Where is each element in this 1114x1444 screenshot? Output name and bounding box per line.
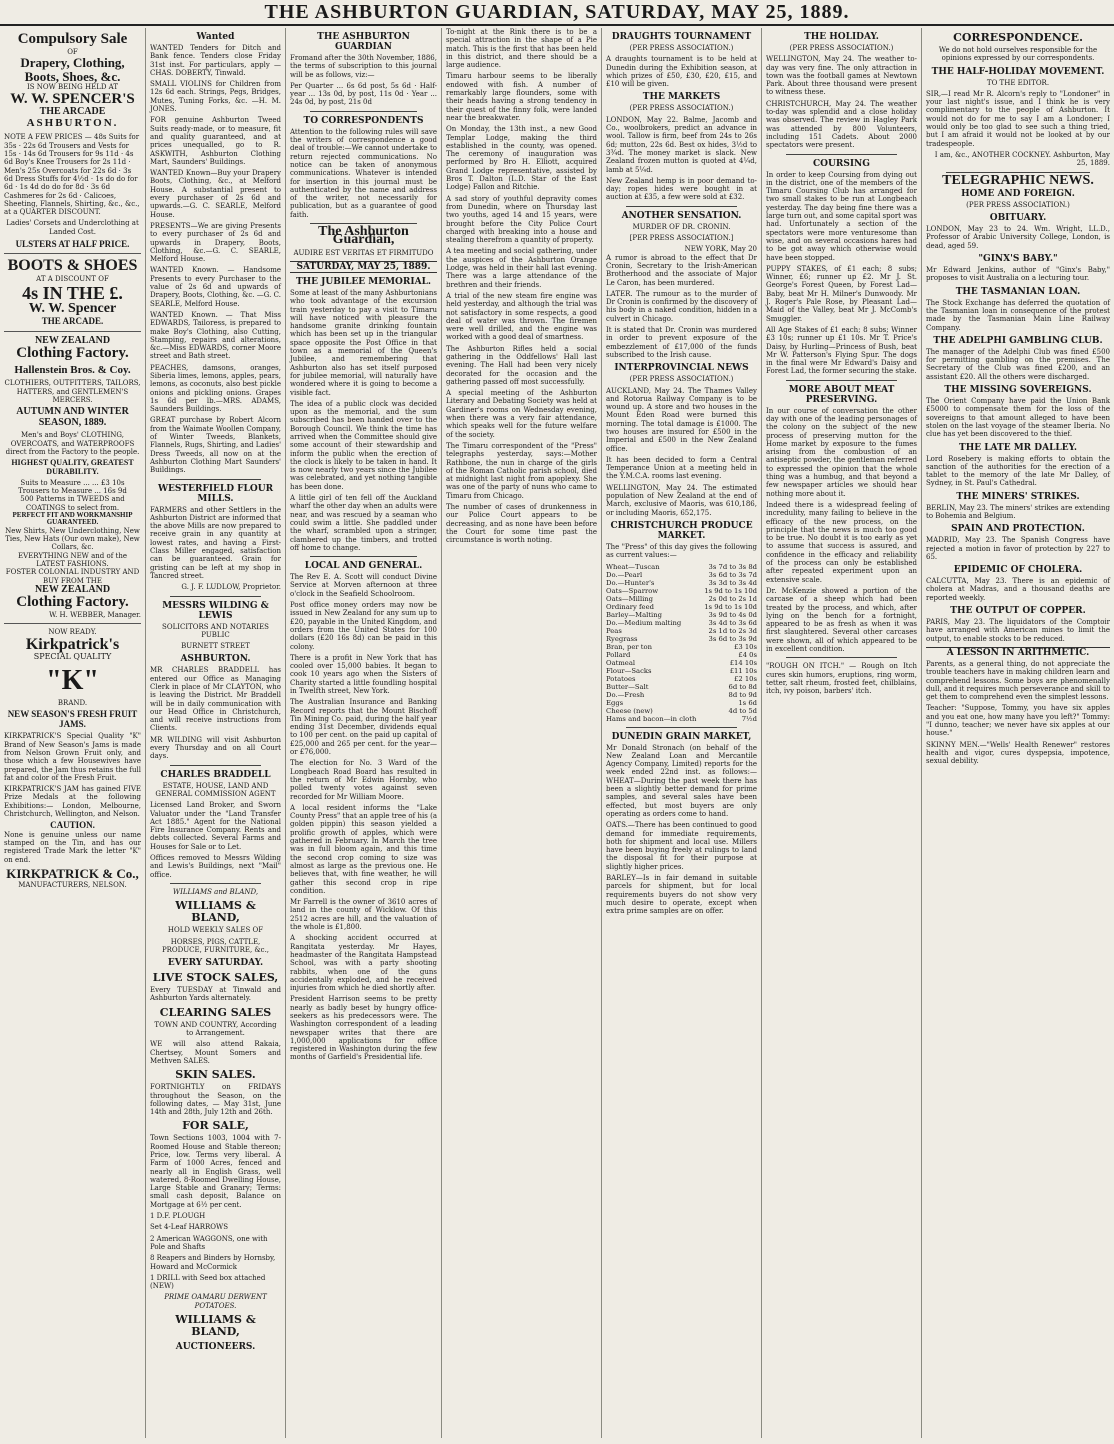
- produce-price: £11 10s: [729, 666, 757, 675]
- boots-ad: [4, 254, 141, 331]
- ad-special: SPECIAL QUALITY: [33, 652, 112, 662]
- wanted-notice: PRESENTS—We are giving Presents to every purchaser of 2s 6d and upwards in Drapery, Boots, Clothing, &c.—G. C. SEARLE, Melford House.: [150, 221, 281, 264]
- spain-heading: SPAIN AND PROTECTION.: [951, 524, 1085, 535]
- wanted-notice: WANTED Known—Buy your Drapery Boots, Clothing, &c., at Melford House. A substantial present to every purchaser of 2s 6d and upwards.—G. C. SEARLE, Melford House.: [150, 169, 281, 219]
- local-heading: LOCAL AND GENERAL.: [304, 561, 423, 572]
- interprovincial-heading: INTERPROVINCIAL NEWS: [614, 363, 749, 374]
- produce-price: £2 10s: [734, 674, 757, 683]
- interprovincial-text: AUCKLAND, May 24. The Thames Valley and Rotorua Railway Company is to be wound up. A store and two houses in the Mount Eden Road were burned this morning. The total damage is £1000. The two houses are insured for £500 in the Imperial and £500 in the New Zealand office.: [606, 386, 757, 453]
- markets-heading: THE MARKETS: [642, 92, 721, 103]
- ad-being: IS NOW BEING HELD AT: [26, 83, 119, 92]
- ad-factory: Clothing Factory.: [16, 345, 129, 362]
- law-text: MR CHARLES BRADDELL has entered our Office as Managing Clerk in place of Mr CLAYTON, who is leaving the District. Mr Braddell will be in daily communication with our Head Office in Christchurch, and will receive instructions from Clients.: [150, 666, 281, 733]
- markets-assoc: (PER PRESS ASSOCIATION.): [629, 104, 734, 113]
- ad-heading: BOOTS & SHOES: [7, 257, 138, 275]
- list-item: Set 4-Leaf HARROWS: [150, 1223, 229, 1232]
- table-row: [606, 675, 757, 683]
- coursing-heading: COURSING: [813, 158, 870, 169]
- produce-price: 1s 9d to 1s 10d: [704, 586, 757, 595]
- ad-text: KIRKPATRICK'S Special Quality "K" Brand of New Season's Jams is made from Nelson Grown Fruit only, and those which a few Housewives have prepared, the Jam thus retains the full fat and color of the Fresh Fruit.: [4, 732, 141, 782]
- produce-item: Hams and bacon—in cloth: [606, 714, 697, 723]
- produce-item: Do.—Hunter's: [606, 578, 655, 587]
- lesson-text: Parents, as a general thing, do not appreciate the trouble teachers have in making children learn and comprehend lessons. Some boys are phenomenally dull, and it requires much perseverance and skill to get them to comprehend even the simplest lessons.: [926, 659, 1110, 702]
- correspondence-note: We do not hold ourselves responsible for the opinions expressed by our correspondents.: [938, 46, 1098, 63]
- ad-nz: NEW ZEALAND: [34, 334, 111, 346]
- produce-item: Butter—Salt: [606, 682, 649, 691]
- ad-shop: W. W. SPENCER'S: [10, 90, 135, 107]
- to-editor: TO THE EDITOR.: [986, 78, 1050, 87]
- grain-text: Mr Donald Stronach (on behalf of the New Zealand Loan and Mercantile Agency Company, Limited) reports for the week ended 22nd inst. as follows:— WHEAT—During the past week there has been a slightly better demand for prime samples, and several sales have been effected, but most buyers are only operating as orders come to hand.: [606, 743, 757, 818]
- editorial-paragraph: A little girl of ten fell off the Auckland wharf the other day when an adults were near, and was rescued by a seaman who could swim a little. She paddled under the wharf, scrambled upon a stringer, clambered up the timbers, and trotted off home to change.: [290, 494, 437, 552]
- draughts-text: A draughts tournament is to be held at Dunedin during the Exhibition season, at which prizes of £50, £30, £20, £15, and £10 will be given.: [606, 55, 757, 89]
- coursing-text: PUPPY STAKES, of £1 each; 8 subs; Winner, £6; runner up £2. Mr J. St. George's Forest Queen, by Forest Lad—Baby, beat Mr H. Milner's Dunwoody. Mr J. Roger's Pale Rose, by Pleasant Lad—Maid of the Valley, beat Mr J. McComb's Smuggler.: [766, 264, 917, 323]
- lesson-heading: A LESSON IN ARITHMETIC.: [926, 647, 1110, 658]
- sensation-text: LATER. The rumour as to the murder of Dr Cronin is confirmed by the discovery of his body in a naked condition, hidden in a culvert in Chicago.: [606, 289, 758, 323]
- ad-brand: BRAND.: [57, 699, 88, 708]
- ad-rate: 4s IN THE £.: [22, 282, 123, 303]
- mills-heading: WESTERFIELD FLOUR MILLS.: [157, 483, 274, 504]
- local-paragraph: The Australian Insurance and Banking Record reports that the Mount Bischoff Tin Mining Co. paid, during the half year ending 31st December, dividends equal to 100 per cent. on the paid up capital of £25,000 and 265 per cent. for the year—or £76,000.: [290, 698, 437, 757]
- ad-trousers: Trousers to Measure ... 16s 9d: [18, 487, 127, 496]
- ad-arcade: THE ARCADE.: [41, 316, 104, 327]
- masthead: [0, 0, 1114, 26]
- wb-every: EVERY SATURDAY.: [167, 958, 264, 969]
- ad-prices: NOTE A FEW PRICES — 48s Suits for 35s · 22s 6d Trousers and Vests for 15s · 14s 6d Trousers for 9s 11d · 4s 6d Boy's Knee Trousers for 2s 11d · Men's 25s Overcoats for 22s 6d · 3s 6d Dress Stuffs for 4½d · 1s do do for 6d · 1s 4d do do for 8d · 3s 6d Cashmeres for 2s 6d · Calicoes, Sheeting, Flannels, Shirting, &c., &c., at a QUARTER DISCOUNT.: [4, 133, 140, 217]
- produce-item: Potatoes: [606, 674, 636, 683]
- ad-season: AUTUMN AND WINTER SEASON, 1889.: [16, 406, 129, 428]
- wb-items: [150, 1212, 281, 1290]
- letter-sign: I am, &c., ANOTHER COCKNEY. Ashburton, May 25, 1889.: [934, 150, 1110, 168]
- list-item: 1 D.F. PLOUGH: [150, 1212, 206, 1221]
- law-town: ASHBURTON.: [180, 654, 251, 665]
- table-row: [606, 659, 757, 667]
- produce-price: 3s 6d to 3s 9d: [708, 634, 757, 643]
- produce-price: 3s 3d to 3s 4d: [708, 578, 757, 587]
- divider: [170, 596, 261, 597]
- lesson-text: Teacher: "Suppose, Tommy, you have six apples and you eat one, how many have you left?" Tommy: "I dunno, teacher; we never have six apples at our house.": [926, 704, 1110, 738]
- news-paragraph: The Ashburton Rifles held a social gathering in the Oddfellows' Hall last evening. The Hall had been very nicely decorated for the occasion and the gathering passed off most successfully.: [446, 344, 597, 386]
- sensation-assoc: [PER PRESS ASSOCIATION.]: [629, 234, 734, 243]
- clothing-factory-ad: [4, 332, 141, 625]
- interprovincial-text: It has been decided to form a Central Temperance Union at a meeting held in the Y.M.C.A. rooms last evening.: [606, 455, 757, 481]
- divider: [786, 154, 897, 155]
- interprovincial-assoc: (PER PRESS ASSOCIATION.): [629, 375, 734, 384]
- produce-item: Ryegrass: [606, 634, 638, 643]
- ad-nz2: NEW ZEALAND: [34, 583, 111, 595]
- wb-rakaia: WE will also attend Rakaia, Chertsey, Mount Somers and Methven SALES.: [150, 1040, 281, 1065]
- wb-script: WILLIAMS and BLAND,: [172, 887, 259, 896]
- wb-hold: HOLD WEEKLY SALES OF: [167, 926, 264, 935]
- ad-name: W. W. Spencer: [28, 301, 117, 317]
- sensation-dateline: NEW YORK, May 20: [684, 245, 757, 254]
- ad-arcade: THE ARCADE: [39, 106, 106, 118]
- editorial-paragraph: Some at least of the many Ashburtonians who took advantage of the excursion train yesterday to pay a visit to Timaru will have noticed with pleasure the handsome granite drinking fountain which has been set up in the triangular space opposite the Post Office in that town as a memorial of the Queen's Jubilee, and remembering that Ashburton also has set itself purposed for jubilee memorial, will naturally have wondered where it is going to become a visible fact.: [290, 288, 437, 397]
- obituary-text: LONDON, May 23 to 24. Wm. Wright, LL.D., Professor of Arabic University College, London, is dead, aged 59.: [926, 225, 1110, 250]
- telegraphic-heading: TELEGRAPHIC NEWS.: [942, 172, 1094, 188]
- produce-intro: The "Press" of this day gives the following as current values:—: [606, 542, 757, 560]
- table-row: [606, 635, 757, 643]
- wb-clearing: CLEARING SALES: [159, 1005, 272, 1019]
- divider: [626, 206, 737, 207]
- column-5: [602, 28, 762, 1438]
- divider: [786, 380, 897, 381]
- produce-price: 2s 0d to 2s 1d: [708, 594, 757, 603]
- ad-discount: AT A DISCOUNT OF: [36, 275, 109, 284]
- markets-text: New Zealand hemp is in poor demand to-day; ropes hides were bought in at auction at £35, a few were sold at £32.: [606, 176, 757, 202]
- produce-item: Bran, per ton: [606, 642, 652, 651]
- spencer-sale-ad: [4, 28, 141, 254]
- table-row: [606, 571, 757, 579]
- table-row: [606, 715, 757, 723]
- table-row: [606, 683, 757, 691]
- divider: [170, 883, 261, 884]
- law-heading: MESSRS WILDING & LEWIS: [162, 600, 269, 621]
- wb-frime: PRIME OAMARU DERWENT POTATOES.: [164, 1293, 267, 1310]
- column-6: [762, 28, 922, 1438]
- produce-price: £14 10s: [729, 658, 757, 667]
- wanted-notice: FOR genuine Ashburton Tweed Suits ready-made, or to measure, fit and quality guaranteed, and at prices unequalled, go to R. ASKWITH, Ashburton Clothing Mart, Saunders' Buildings.: [150, 116, 281, 166]
- obituary-heading: OBITUARY.: [989, 213, 1047, 224]
- coursing-text: In order to keep Coursing from dying out in the district, one of the members of the Timaru Coursing Club has arranged for two small stakes to be run at Longbeach yesterday. The day being fine there was a large turn out, and some capital sport was had. Unfortunately a section of the spectators were more venturesome than wise, and on several occasions hares had to be got away which otherwise would have been stopped.: [766, 170, 917, 262]
- markets-text: LONDON, May 22. Balme, Jacomb and Co., woolbrokers, predict an advance in wool. Tallow is firm, beef from 24s to 26s 6d; mutton, 22s 6d. Best ox hides, 3½d to 3¾d. The money market is slack. New Zealand frozen mutton is quoted at 4¼d, lamb at 5¼d.: [606, 115, 757, 174]
- ad-suits: Suits to Measure ... ... £3 10s: [20, 478, 125, 487]
- braddell-heading: CHARLES BRADDELL: [160, 769, 271, 780]
- list-item: 2 American WAGGONS, one with Pole and Shafts: [150, 1234, 268, 1251]
- copper-text: PARIS, May 23. The liquidators of the Comptoir have arranged with American mines to limit the output, to enable stocks to be reduced.: [926, 618, 1110, 643]
- meat-text: Indeed there is a widespread feeling of incredulity, many failing to believe in the efficacy of the new process, on the principle that the news is much too good to be true. No doubt it is too early as yet to assume that success is assured, and confidence in the efficacy and reliability of the process can only be established after repeated experiment upon an extensive scale.: [766, 500, 917, 584]
- holiday-heading: THE HOLIDAY.: [804, 32, 879, 42]
- news-paragraph: A trial of the new steam fire engine was held yesterday, and although the trial was not satisfactory in some respects, a good deal of water was thrown. The firemen were well drilled, and the engine was worked with a good deal of smartness.: [446, 291, 597, 342]
- wanted-notice: WANTED Known. — That Miss EDWARDS, Tailoress, is prepared to make Boy's Clothing, also Cutting, Stamping, repairs and alterations, &c.—Miss EDWARDS, corner Moore street and Bath street.: [150, 310, 281, 361]
- subscription-text: Fromand after the 30th November, 1886, the terms of subscription to this journal will be as follows, viz:—: [290, 54, 437, 79]
- wb-forsale-text: Town Sections 1003, 1004 with 7-Roomed House and Stable thereon; Price, low. Terms very liberal. A Farm of 1000 Acres, fenced and nearly all in English Grass, well watered, 8-Roomed Dwelling House, Large Stable and Granary; Terms: small cash deposit, Balance on Mortgage at 6½ per cent.: [150, 1134, 281, 1209]
- half-holiday-heading: THE HALF-HOLIDAY MOVEMENT.: [931, 66, 1105, 77]
- local-paragraph: There is a profit in New York that has cooled over 15,000 babies. It began to cook 10 years ago when the Sisters of Charity started a little foundling hospital in Twelfth street, New York.: [290, 653, 437, 695]
- editorial-paragraph: The idea of a public clock was decided upon as the memorial, and the sum subscribed has been handed over to the Borough Council. We think the time has arrived when the Committee should give some account of their stewardship and inform the public when the erection of the clock is likely to be taken in hand. It is now nearly two years since the Jubilee was celebrated, and yet nothing tangible has been done.: [290, 399, 437, 491]
- mills-text: FARMERS and other Settlers in the Ashburton District are informed that the above Mills are now prepared to receive grain in any quantity at lowest rates, and having a First-Class Miller engaged, satisfaction can be guaranteed. Grain for gristing can be left at my shop in Tancred street.: [150, 505, 281, 580]
- table-row: [606, 707, 757, 715]
- wb-auct: AUCTIONEERS.: [175, 1342, 256, 1353]
- ad-of: OF: [67, 47, 78, 56]
- ad-goods: Men's and Boys' CLOTHING, OVERCOATS, and WATERPROOFS direct from the Factory to the people.: [5, 431, 140, 456]
- wanted-heading: Wanted: [196, 32, 235, 42]
- wb-live: LIVE STOCK SALES,: [152, 971, 279, 985]
- column-2: [146, 28, 286, 1438]
- holiday-text: CHRISTCHURCH, May 24. The weather to-day was splendid and a close holiday was observed. The review in Hagley Park was attended by 800 Volunteers, including 151 Cadets. About 2000 spectators were present.: [766, 99, 917, 150]
- adelphi-heading: THE ADELPHI GAMBLING CLUB.: [933, 335, 1103, 346]
- produce-item: Do.—Fresh: [606, 690, 645, 699]
- cholera-heading: EPIDEMIC OF CHOLERA.: [953, 565, 1083, 576]
- table-row: [606, 627, 757, 635]
- ginx-heading: "GINX'S BABY.": [978, 254, 1058, 265]
- braddell-text2: Offices removed to Messrs Wilding and Lewis's Buildings, next "Mail" office.: [150, 854, 281, 879]
- divider: [786, 657, 897, 658]
- sensation-heading: ANOTHER SENSATION.: [621, 210, 742, 221]
- produce-heading: CHRISTCHURCH PRODUCE MARKET.: [610, 520, 753, 541]
- letter-text: SIR,—I read Mr R. Alcorn's reply to "Londoner" in your last night's issue, and I think he is very complimentary to the people of Ashburton. It would not do for me to say I am a Londoner; I would only be too glad to see such a thing tried, but I am afraid it would not be looked at by our tradespeople.: [926, 89, 1110, 148]
- table-row: [606, 563, 757, 571]
- news-paragraph: A tea meeting and social gathering, under the auspices of the Ashburton Orange Lodge, was held in their hall last evening. There was a large attendance of the brethren and their friends.: [446, 247, 597, 289]
- local-paragraph: President Harrison seems to be pretty nearly as badly beset by hungry office-seekers as his predecessors were. The Washington correspondent of a leading newspaper writes that there are 1,000,000 applications for office registered in Washington during the few months of Garfield's Presidential life.: [290, 995, 437, 1062]
- ad-k: "K": [46, 664, 99, 696]
- produce-price: 4d to 5d: [728, 706, 757, 715]
- ad-firm: KIRKPATRICK & Co.,: [6, 865, 139, 881]
- produce-item: Flour—Sacks: [606, 666, 652, 675]
- produce-price: £4 0s: [738, 650, 757, 659]
- tasmanian-heading: THE TASMANIAN LOAN.: [955, 286, 1081, 297]
- ad-ready: NOW READY.: [48, 628, 97, 637]
- ad-text: CLOTHIERS, OUTFITTERS, TAILORS, HATTERS, and GENTLEMEN'S MERCERS.: [4, 379, 141, 404]
- grain-text: BARLEY—Is in fair demand in suitable parcels for shipment, but for local requirements buyers do not show very much desire to operate, except when extra prime samples are on offer.: [606, 874, 757, 916]
- produce-price: 3s 6d to 3s 7d: [708, 570, 757, 579]
- sensation-text: It is stated that Dr. Cronin was murdered in order to prevent exposure of the embezzlement of £17,000 of the funds subscribed to the Irish cause.: [606, 326, 757, 359]
- produce-price: 1s 6d: [738, 698, 757, 707]
- wb-heading: WILLIAMS & BLAND,: [175, 899, 256, 925]
- itch-ad: "ROUGH ON ITCH." — Rough on Itch cures skin humors, eruptions, ring worm, tetter, salt rheum, frosted feet, chilblains, itch, ivy poison, barbers' itch.: [766, 662, 917, 696]
- dalley-text: Lord Rosebery is making efforts to obtain the sanction of the authorities for the erection of a tablet to the memory of the late Mr Dalley, of Sydney, in St. Paul's Cathedral.: [926, 454, 1110, 488]
- correspondence-heading: CORRESPONDENCE.: [953, 31, 1083, 44]
- sovereigns-heading: THE MISSING SOVEREIGNS.: [944, 385, 1092, 396]
- produce-item: Eggs: [606, 698, 624, 707]
- produce-item: Barley—Malting: [606, 610, 662, 619]
- table-row: [606, 643, 757, 651]
- meat-text: In our course of conversation the other day with one of the leading personages of the colony on the subject of the new process of preserving mutton for the Home market by exposure to the fumes arising from the combustion of an antiseptic powder, the gentleman referred to expressed the opinion that the whole thing was a humbug, and that beyond a few newspaper articles we should hear nothing more about it.: [766, 406, 917, 498]
- table-row: [606, 619, 757, 627]
- holiday-assoc: (PER PRESS ASSOCIATION.): [789, 44, 894, 52]
- table-row: [606, 691, 757, 699]
- local-paragraph: Mr Farrell is the owner of 3610 acres of land in the county of Wicklow. Of this 2512 acres are hill, and the valuation of the whole is £1,800.: [290, 898, 437, 932]
- wanted-notice: GREAT purchase by Robert Alcorn from the Waimate Woollen Company, of Winter Tweeds, Blankets, Flannels, Rugs, Shirting, and Ladies' Dress Tweeds, all now on at the Ashburton Clothing Mart Saunders' Buildings.: [150, 416, 281, 475]
- list-item: 1 DRILL with Seed box attached (NEW): [150, 1273, 266, 1291]
- ad-goods: Drapery, Clothing, Boots, Shoes, &c.: [20, 55, 125, 84]
- produce-price: 3s 7d to 3s 8d: [708, 562, 757, 571]
- ad-ulsters: ULSTERS AT HALF PRICE.: [15, 238, 130, 249]
- list-item: 8 Reapers and Binders by Hornsby, Howard and McCormick: [150, 1254, 276, 1271]
- ad-town: ASHBURTON.: [26, 116, 119, 129]
- dalley-heading: THE LATE MR DALLEY.: [959, 442, 1077, 453]
- sensation-sub: MURDER OF DR. CRONIN.: [632, 222, 731, 231]
- coursing-text: All Age Stakes of £1 each; 8 subs; Winner £3 10s; runner up £1 10s. Mr T. Price's Daisy, by Hurling—Princess of Bush, beat Mr W. Patterson's Flying Spur. The dogs in the final were Mr Edward's Daisy and Forest Lad, the former securing the stake.: [766, 325, 917, 376]
- table-row: [606, 611, 757, 619]
- column-1: [0, 28, 146, 1438]
- table-row: [606, 595, 757, 603]
- local-paragraph: Post office money orders may now be issued in New Zealand for any sum up to £20, payable in the United Kingdom, and orders from the United States for 100 dollars (£20 16s 8d) can be paid in this colony.: [290, 601, 437, 651]
- table-row: [606, 579, 757, 587]
- news-paragraph: A sad story of youthful depravity comes from Dunedin, where on Thursday last two youths, aged 14 and 15 years, were brought before the City Police Court charged with breaking into a house and stealing therefrom a quantity of property.: [446, 194, 597, 245]
- column-7: [922, 28, 1114, 1438]
- holiday-text: WELLINGTON, May 24. The weather to-day was very fine. The only attraction in town was the football games at Newtown Park. About three thousand were present to witness these.: [766, 55, 917, 97]
- produce-item: Do.—Pearl: [606, 570, 643, 579]
- news-paragraph: The Timaru correspondent of the "Press" telegraphs yesterday, says:—Mother Rathbone, the nun in charge of the girls of the Roman Catholic parish school, died at midnight last night from apoplexy. She was one of the party of nuns who came to Timaru from Chicago.: [446, 441, 597, 500]
- braddell-sub: ESTATE, HOUSE, LAND AND GENERAL COMMISSION AGENT: [155, 781, 276, 798]
- correspondents-heading: TO CORRESPONDENTS: [303, 115, 424, 126]
- correspondents-text: Attention to the following rules will save the writers of correspondence a good deal of trouble:—We cannot undertake to return rejected communications. No notice can be taken of anonymous communications. Whatever is intended for insertion in this journal must be authenticated by the name and address of the writer, not necessarily for publication, but as a guarantee of good faith.: [290, 127, 437, 219]
- produce-item: Peas: [606, 626, 622, 635]
- produce-item: Oatmeal: [606, 658, 636, 667]
- local-paragraph: A shocking accident occurred at Rangitata yesterday. Mr Hayes, headmaster of the Rangitata Hampstead School, was with a party shooting rabbits, when one of the guns accidentally exploded, and he received injuries from which he died shortly after.: [290, 934, 437, 993]
- news-paragraph: Timaru harbour seems to be liberally endowed with fish. A number of remarkably large flounders, some with their heads having a strong tendency in their quest of the finny folk, were landed near the breakwater.: [446, 72, 597, 122]
- mills-sign: G. J. F. LUDLOW, Proprietor.: [181, 583, 281, 592]
- produce-item: Oats—Sparrow: [606, 586, 659, 595]
- interprovincial-text: WELLINGTON, May 24. The estimated population of New Zealand at the end of March, exclusive of Maoris, was 610,186, or including Maoris, 652,175.: [606, 483, 757, 517]
- produce-price: 3s 9d to 4s 0d: [708, 610, 757, 619]
- produce-item: Do.—Medium malting: [606, 618, 682, 627]
- miners-heading: THE MINERS' STRIKES.: [956, 491, 1080, 502]
- subscription-rates: Per Quarter ... 6s 6d post, 5s 6d · Half-year ... 13s 0d, by post, 11s 0d · Year ... 24s 0d, by post, 21s 0d: [290, 81, 437, 107]
- table-row: [606, 699, 757, 707]
- skinny-ad: SKINNY MEN.—"Wells' Health Renewer" restores health and vigor, cures dyspepsia, impotence, sexual debility.: [926, 740, 1110, 766]
- ad-name: Kirkpatrick's: [25, 635, 120, 653]
- column-3: [286, 28, 442, 1438]
- divider: [170, 479, 261, 480]
- meat-text: Dr. McKenzie showed a portion of the carcase of a sheep which had been treated by the process, and which, after lying on the bench for a fortnight, appeared to be as fresh as when it was first slaughtered. Several other carcases were shown, all of which appeared to be in excellent condition.: [766, 586, 917, 653]
- produce-item: Pollard: [606, 650, 631, 659]
- wb-forsale: FOR SALE,: [182, 1119, 249, 1133]
- produce-item: Wheat—Tuscan: [606, 562, 660, 571]
- ad-factory2: Clothing Factory.: [16, 594, 129, 611]
- ad-firm2: MANUFACTURERS, NELSON.: [18, 880, 127, 889]
- produce-item: Ordinary feed: [606, 602, 654, 611]
- grain-text: OATS.—There has been continued to good demand for immediate requirements, both for shipment and local use. Millers have been buying freely at rulings to land the disposal fit for their purpose at slightly higher prices.: [606, 821, 757, 871]
- wanted-notice: WANTED Known. — Handsome Presents to every Purchaser to the value of 2s 6d and upwards of Drapery, Boots, Clothing, &c. —G. C. SEARLE, Melford House.: [150, 266, 281, 308]
- ad-firm: Hallenstein Bros. & Coy.: [14, 363, 131, 376]
- wb-country: TOWN AND COUNTRY, According to Arrangement.: [154, 1020, 277, 1038]
- ad-medals: KIRKPATRICK'S JAM has gained FIVE Prize Medals at the following Exhibitions:— London, Melbourne, Christchurch, Wellington, and Nelson.: [4, 785, 141, 819]
- produce-price: 2s 1d to 2s 3d: [708, 626, 757, 635]
- draughts-assoc: (PER PRESS ASSOCIATION.): [629, 44, 734, 52]
- produce-price: 6d to 8d: [728, 682, 757, 691]
- produce-item: Cheese (new): [606, 706, 653, 715]
- ad-manager: W. H. WEBBER, Manager.: [49, 611, 141, 620]
- paper-motto: AUDIRE EST VERITAS ET FIRMITUDO: [293, 248, 434, 257]
- draughts-heading: DRAUGHTS TOURNAMENT: [611, 32, 752, 42]
- produce-table: [606, 563, 757, 723]
- paper-title: The Ashburton Guardian,: [318, 224, 409, 248]
- ad-caution-text: None is genuine unless our name stamped on the Tin, and has our registered Trade Mark the letter "K" on end.: [4, 830, 141, 864]
- column-4: [442, 28, 602, 1438]
- ad-foster: FOSTER COLONIAL INDUSTRY AND BUY FROM THE: [5, 568, 140, 585]
- produce-price: 8d to 9d: [728, 690, 757, 699]
- ad-shirts: New Shirts, New Underclothing, New Ties, New Hats (Our own make), New Collars, &c.: [5, 526, 140, 552]
- ad-every: EVERYTHING NEW and of the LATEST FASHIONS.: [18, 551, 127, 568]
- subscription-heading: THE ASHBURTON GUARDIAN: [317, 32, 410, 52]
- wanted-notice: WANTED Tenders for Ditch and Bank fence. Tenders close Friday 31st inst. For particulars, apply —CHAS. DOBERTY, Tinwald.: [150, 44, 281, 77]
- produce-price: £3 10s: [734, 642, 757, 651]
- wb-sign: WILLIAMS & BLAND,: [175, 1313, 256, 1339]
- law-text2: MR WILDING will visit Ashburton every Thursday and on all Court days.: [150, 735, 281, 761]
- ad-heading: Compulsory Sale: [17, 31, 128, 47]
- table-row: [606, 651, 757, 659]
- wanted-notice: SMALL VIOLINS for Children from 12s 6d each. Strings, Pegs, Bridges, Mutes, Tuning Forks, &c. —H. M. JONES.: [150, 80, 281, 114]
- wb-fort: FORTNIGHTLY on FRIDAYS throughout the Season, on the following dates, — May 31st, June 14th and 28th, July 12th and 26th.: [150, 1083, 281, 1117]
- wb-live2: Every TUESDAY at Tinwald and Ashburton Yards alternately.: [150, 986, 281, 1003]
- news-paragraph: The number of cases of drunkenness in our Police Court appears to be decreasing, and as none have been before the Court for some time past the circumstance is worth noting.: [446, 503, 597, 545]
- ginx-text: Mr Edward Jenkins, author of "Ginx's Baby," proposes to visit Australia on a lecturing tour.: [926, 266, 1110, 283]
- cholera-text: CALCUTTA, May 23. There is an epidemic of cholera at Madras, and a thousand deaths are reported weekly.: [926, 577, 1110, 602]
- table-row: [606, 587, 757, 595]
- ad-fit: PERFECT FIT AND WORKMANSHIP GUARANTEED.: [12, 511, 133, 527]
- table-row: [606, 667, 757, 675]
- wb-skin: SKIN SALES.: [175, 1068, 256, 1082]
- wb-goods: HORSES, PIGS, CATTLE, PRODUCE, FURNITURE, &c.,: [161, 937, 270, 954]
- produce-item: Oats—Milling: [606, 594, 654, 603]
- ad-quality: HIGHEST QUALITY, GREATEST DURABILITY.: [11, 458, 134, 476]
- spain-text: MADRID, May 23. The Spanish Congress have rejected a motion in favor of protection by 227 to 65.: [926, 536, 1110, 561]
- telegraphic-sub: HOME AND FOREIGN.: [961, 188, 1075, 199]
- miners-text: BERLIN, May 23. The miners' strikes are extending to Bohemia and Belgium.: [926, 503, 1110, 520]
- ad-patterns: 500 Patterns in TWEEDS and COATINGS to select from.: [20, 495, 125, 512]
- divider: [626, 727, 737, 728]
- wanted-notice: PEACHES, damsons, oranges, Siberia limes, lemons, apples, pears, lemons, as coconuts, also best pickle onions and pickling onions. Grapes 1s 6d per lb.—MRS. ADAMS, Saunders Buildings.: [150, 363, 281, 414]
- local-paragraph: The election for No. 3 Ward of the Longbeach Road Board has resulted in the return of Mr Edwin Hornby, who polled twenty votes against seven recorded for Mr William Moore.: [290, 759, 437, 801]
- meat-heading: MORE ABOUT MEAT PRESERVING.: [788, 384, 895, 405]
- copper-heading: THE OUTPUT OF COPPER.: [950, 606, 1086, 617]
- produce-price: 3s 4d to 3s 6d: [708, 618, 757, 627]
- news-paragraph: On Monday, the 13th inst., a new Good Templar Lodge, making the third established in the county, was opened. The ceremony of inauguration was performed by Bro H. Elliott, acquired Grand Lodge representative, assisted by Bros T. Dalton (L.D. Star of the East Lodge) Fallon and Ritchie.: [446, 125, 597, 192]
- divider: [170, 765, 261, 766]
- editorial-heading: THE JUBILEE MEMORIAL.: [295, 276, 432, 287]
- ad-caution: CAUTION.: [50, 820, 95, 831]
- law-sub: SOLICITORS AND NOTARIES PUBLIC: [162, 622, 269, 639]
- local-paragraph: The Rev E. A. Scott will conduct Divine Service at Morven afternoon at three o'clock in the Seafield Schoolroom.: [290, 573, 437, 598]
- adelphi-text: The manager of the Adelphi Club was fined £500 for permitting gambling on the premises. The Secretary of the Club was fined £200, and an assistant £20. All the others were discharged.: [926, 347, 1110, 381]
- ad-season: NEW SEASON'S FRESH FRUIT JAMS.: [7, 709, 138, 729]
- law-street: BURNETT STREET: [181, 642, 250, 651]
- sovereigns-text: The Orient Company have paid the Union Bank £5000 to compensate them for the loss of the sovereigns to that amount alleged to have been stolen on the last voyage of the steamer Iberia. No clue has yet been discovered to the thief.: [926, 397, 1110, 439]
- tasmanian-text: The Stock Exchange has deferred the quotation of the Tasmanian loan in consequence of the protest made by the Tasmanian Main Line Railway Company.: [926, 298, 1110, 332]
- produce-price: 7½d: [741, 714, 757, 723]
- telegraphic-assoc: (PER PRESS ASSOCIATION.): [966, 200, 1070, 209]
- masthead-title: THE ASHBURTON GUARDIAN, SATURDAY, MAY 25, 1889.: [264, 0, 850, 23]
- news-paragraph: To-night at the Rink there is to be a special attraction in the shape of a Pie match. This is the first that has been held in this district, and there should be a large audience.: [446, 28, 597, 70]
- local-paragraph: A local resident informs the "Lake County Press" that an apple tree of his (a golden pippin) this season yielded a prolific growth of apples, which were gathered in February. In March the tree was in full bloom again, and this time the second crop coming to size was almost as large as the previous one. He believes that, with fine weather, he will gather this second crop in ripe condition.: [290, 803, 437, 895]
- grain-heading: DUNEDIN GRAIN MARKET,: [611, 731, 752, 742]
- date-line: SATURDAY, MAY 25, 1889.: [290, 261, 437, 273]
- divider: [310, 556, 417, 557]
- sensation-text: A rumor is abroad to the effect that Dr Cronin, Secretary to the Irish-American Brotherhood and the associate of Major Le Caron, has been murdered.: [606, 253, 757, 287]
- table-row: [606, 603, 757, 611]
- ad-corsets: Ladies' Corsets and Underclothing at Landed Cost.: [6, 219, 139, 236]
- kirkpatrick-ad: [4, 624, 141, 892]
- braddell-text: Licensed Land Broker, and Sworn Valuator under the "Land Transfer Act 1885." Agent for the National Fire Insurance Company. Rents and debts collected. Several Farms and Houses for Sale or to Let.: [150, 801, 281, 851]
- divider: [310, 111, 417, 112]
- news-paragraph: A special meeting of the Ashburton Literary and Debating Society was held at Gardiner's rooms on Wednesday evening, when there was a very fair attendance, which speaks well for the future welfare of the society.: [446, 389, 597, 439]
- produce-price: 1s 9d to 1s 10d: [704, 602, 757, 611]
